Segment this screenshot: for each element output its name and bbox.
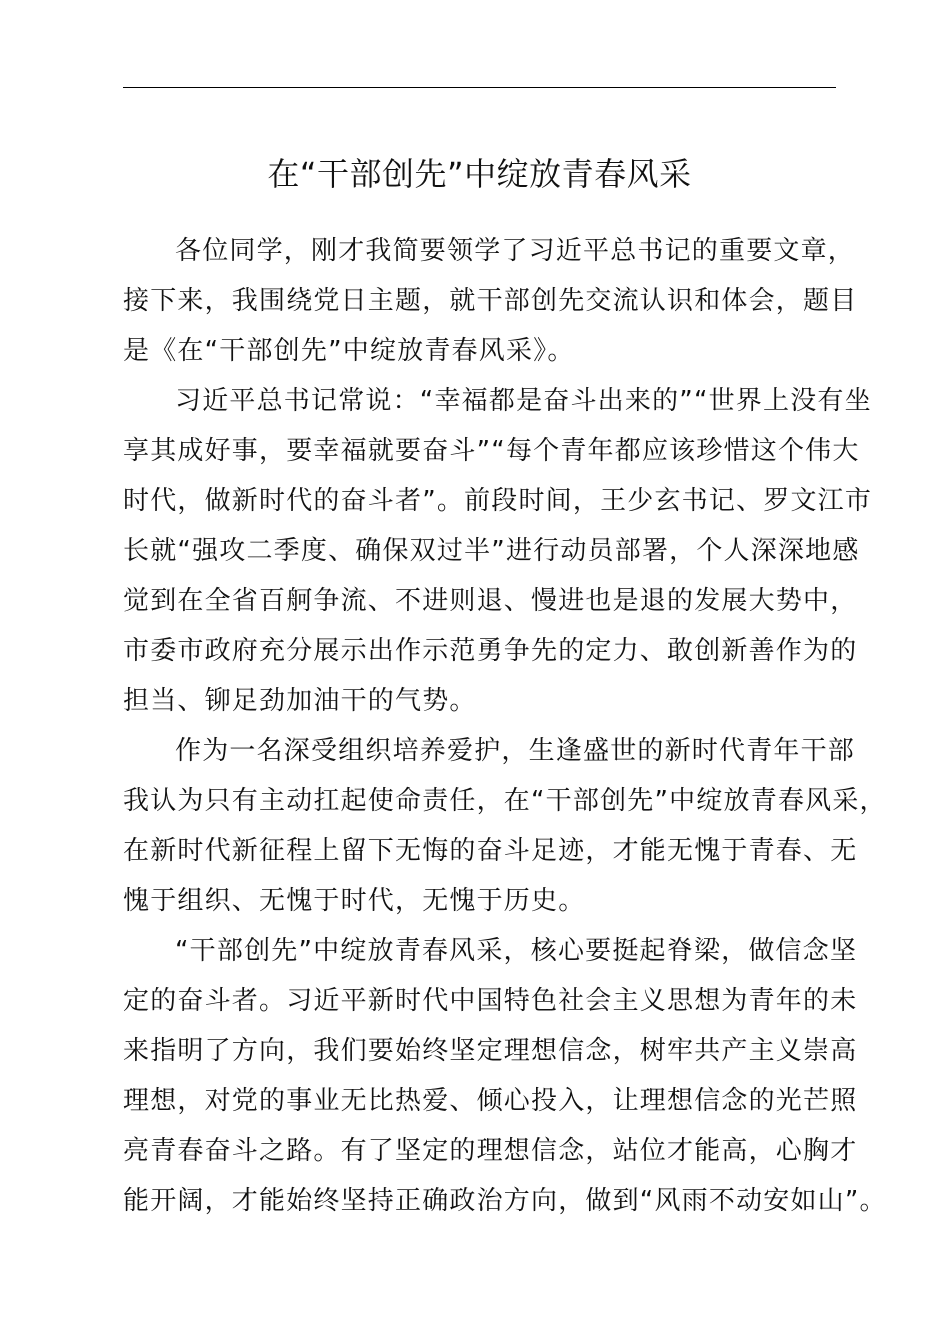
text-line: 习近平总书记常说：“幸福都是奋斗出来的”“世界上没有坐 bbox=[175, 386, 872, 416]
text-line: 愧于组织、无愧于时代，无愧于历史。 bbox=[123, 886, 586, 916]
text-line: 亮青春奋斗之路。有了坚定的理想信念，站位才能高，心胸才 bbox=[123, 1136, 858, 1166]
text-line: 能开阔，才能始终坚持正确政治方向，做到“风雨不动安如山”。 bbox=[123, 1186, 887, 1216]
document-title: 在“干部创先”中绽放青春风采 bbox=[267, 155, 692, 193]
text-line: 接下来，我围绕党日主题，就干部创先交流认识和体会，题目 bbox=[123, 286, 858, 316]
text-line: 在新时代新征程上留下无悔的奋斗足迹，才能无愧于青春、无 bbox=[123, 836, 858, 866]
text-line: 是《在“干部创先”中绽放青春风采》。 bbox=[123, 336, 575, 366]
paragraph bbox=[123, 726, 887, 926]
text-line: 作为一名深受组织培养爱护，生逢盛世的新时代青年干部 bbox=[175, 736, 856, 766]
text-line: 享其成好事，要幸福就要奋斗”“每个青年都应该珍惜这个伟大 bbox=[123, 436, 860, 466]
paragraph bbox=[123, 376, 873, 726]
text-line: 我认为只有主动扛起使命责任，在“干部创先”中绽放青春风采， bbox=[123, 786, 887, 816]
document-body bbox=[123, 226, 887, 1226]
header-rule bbox=[123, 87, 836, 88]
text-line: 觉到在全省百舸争流、不进则退、慢进也是退的发展大势中， bbox=[123, 586, 858, 616]
text-line: 市委市政府充分展示出作示范勇争先的定力、敢创新善作为的 bbox=[123, 636, 858, 666]
text-line: 时代，做新时代的奋斗者”。前段时间，王少玄书记、罗文江市 bbox=[123, 486, 873, 516]
text-line: 理想，对党的事业无比热爱、倾心投入，让理想信念的光芒照 bbox=[123, 1086, 858, 1116]
text-line: 定的奋斗者。习近平新时代中国特色社会主义思想为青年的未 bbox=[123, 986, 858, 1016]
paragraph bbox=[123, 226, 858, 376]
paragraph bbox=[123, 926, 887, 1226]
text-line: 担当、铆足劲加油干的气势。 bbox=[123, 686, 477, 716]
text-line: “干部创先”中绽放青春风采，核心要挺起脊梁，做信念坚 bbox=[175, 936, 858, 966]
text-line: 各位同学，刚才我简要领学了习近平总书记的重要文章， bbox=[175, 236, 856, 266]
text-line: 长就“强攻二季度、确保双过半”进行动员部署，个人深深地感 bbox=[123, 536, 860, 566]
text-line: 来指明了方向，我们要始终坚定理想信念，树牢共产主义崇高 bbox=[123, 1036, 858, 1066]
